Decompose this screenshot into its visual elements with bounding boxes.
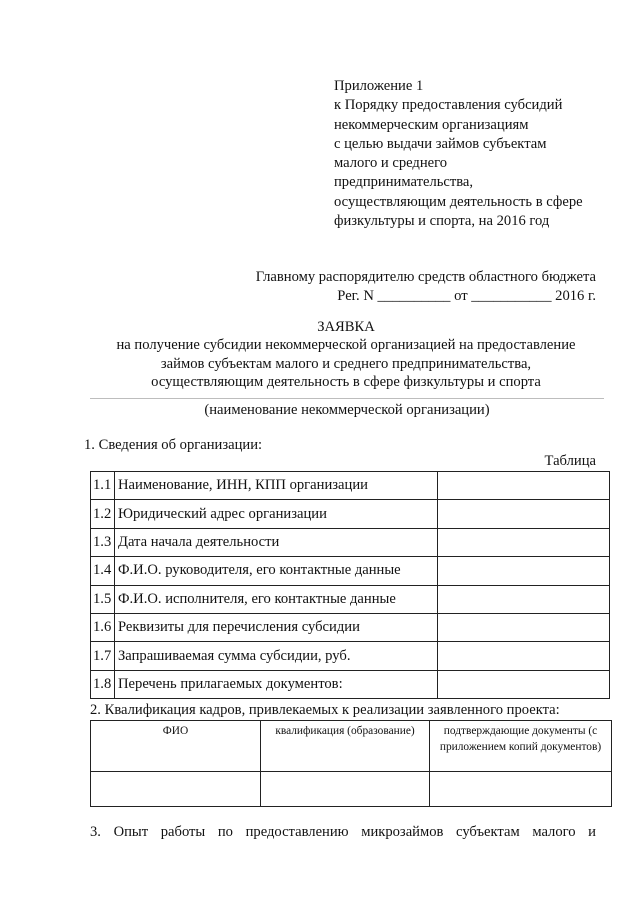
row-value-cell	[438, 642, 610, 670]
table-header-row	[91, 721, 612, 772]
table-cell	[261, 772, 430, 807]
appendix-line: осуществляющим деятельность в сфере	[334, 193, 583, 210]
appendix-line: Приложение 1	[334, 78, 424, 94]
row-label: Дата начала деятельности	[115, 528, 438, 556]
table-row	[91, 772, 612, 807]
row-value-cell	[438, 500, 610, 528]
row-label: Реквизиты для перечисления субсидии	[115, 613, 438, 641]
row-value-cell	[438, 585, 610, 613]
table-row	[91, 670, 610, 698]
appendix-line: малого и среднего	[334, 155, 448, 172]
org-name-fill-line	[90, 398, 604, 399]
row-number: 1.3	[91, 528, 115, 556]
section1-heading: 1. Сведения об организации:	[84, 437, 263, 453]
row-label: Перечень прилагаемых документов:	[115, 670, 438, 698]
row-value-cell	[438, 472, 610, 500]
row-number: 1.8	[91, 670, 115, 698]
table-caption: Таблица	[544, 453, 596, 469]
table-cell	[91, 772, 261, 807]
row-number: 1.2	[91, 500, 115, 528]
section2-heading: 2. Квалификация кадров, привлекаемых к реализации заявленного проекта:	[90, 702, 560, 718]
row-label: Запрашиваемая сумма субсидии, руб.	[115, 642, 438, 670]
table-row	[91, 557, 610, 585]
row-number: 1.5	[91, 585, 115, 613]
row-number: 1.6	[91, 613, 115, 641]
request-subtitle-line: осуществляющим деятельность в сфере физкультуры и спорта	[151, 374, 541, 391]
document-title: ЗАЯВКА	[317, 319, 375, 335]
appendix-line: с целью выдачи займов субъектам	[334, 135, 547, 152]
appendix-line: к Порядку предоставления субсидий	[334, 97, 563, 114]
row-number: 1.1	[91, 472, 115, 500]
addressee-line: Главному распорядителю средств областного бюджета	[255, 269, 596, 285]
organization-info-table	[90, 471, 610, 699]
request-heading	[88, 318, 604, 392]
section3-text: 3. Опыт работы по предоставлению микрозаймов субъектам малого и	[90, 824, 596, 840]
request-subtitle-line: займов субъектам малого и среднего предпринимательства,	[160, 355, 532, 372]
row-value-cell	[438, 613, 610, 641]
appendix-line: некоммерческим организациям	[334, 116, 529, 133]
table-row	[91, 613, 610, 641]
staff-qualification-table	[90, 720, 612, 807]
table-row	[91, 528, 610, 556]
table-row	[91, 642, 610, 670]
request-subtitle-line: на получение субсидии некоммерческой организацией на предоставление	[116, 337, 576, 354]
table-row	[91, 500, 610, 528]
row-label: Наименование, ИНН, КПП организации	[115, 472, 438, 500]
row-number: 1.7	[91, 642, 115, 670]
appendix-note	[334, 77, 624, 231]
column-header-qualification: квалификация (образование)	[261, 721, 430, 772]
column-header-fio: ФИО	[91, 721, 261, 772]
org-name-caption: (наименование некоммерческой организации)	[204, 402, 490, 418]
row-value-cell	[438, 670, 610, 698]
column-header-documents: подтверждающие документы (с приложением копий документов)	[430, 721, 612, 772]
table-row	[91, 472, 610, 500]
table-row	[91, 585, 610, 613]
addressee-block	[256, 268, 596, 305]
row-value-cell	[438, 528, 610, 556]
table-cell	[430, 772, 612, 807]
row-label: Ф.И.О. руководителя, его контактные данные	[115, 557, 438, 585]
row-label: Юридический адрес организации	[115, 500, 438, 528]
registration-line: Рег. N __________ от ___________ 2016 г.	[337, 287, 596, 304]
appendix-line: предпринимательства,	[334, 174, 474, 191]
row-number: 1.4	[91, 557, 115, 585]
appendix-line: физкультуры и спорта, на 2016 год	[334, 213, 550, 230]
row-value-cell	[438, 557, 610, 585]
row-label: Ф.И.О. исполнителя, его контактные данные	[115, 585, 438, 613]
